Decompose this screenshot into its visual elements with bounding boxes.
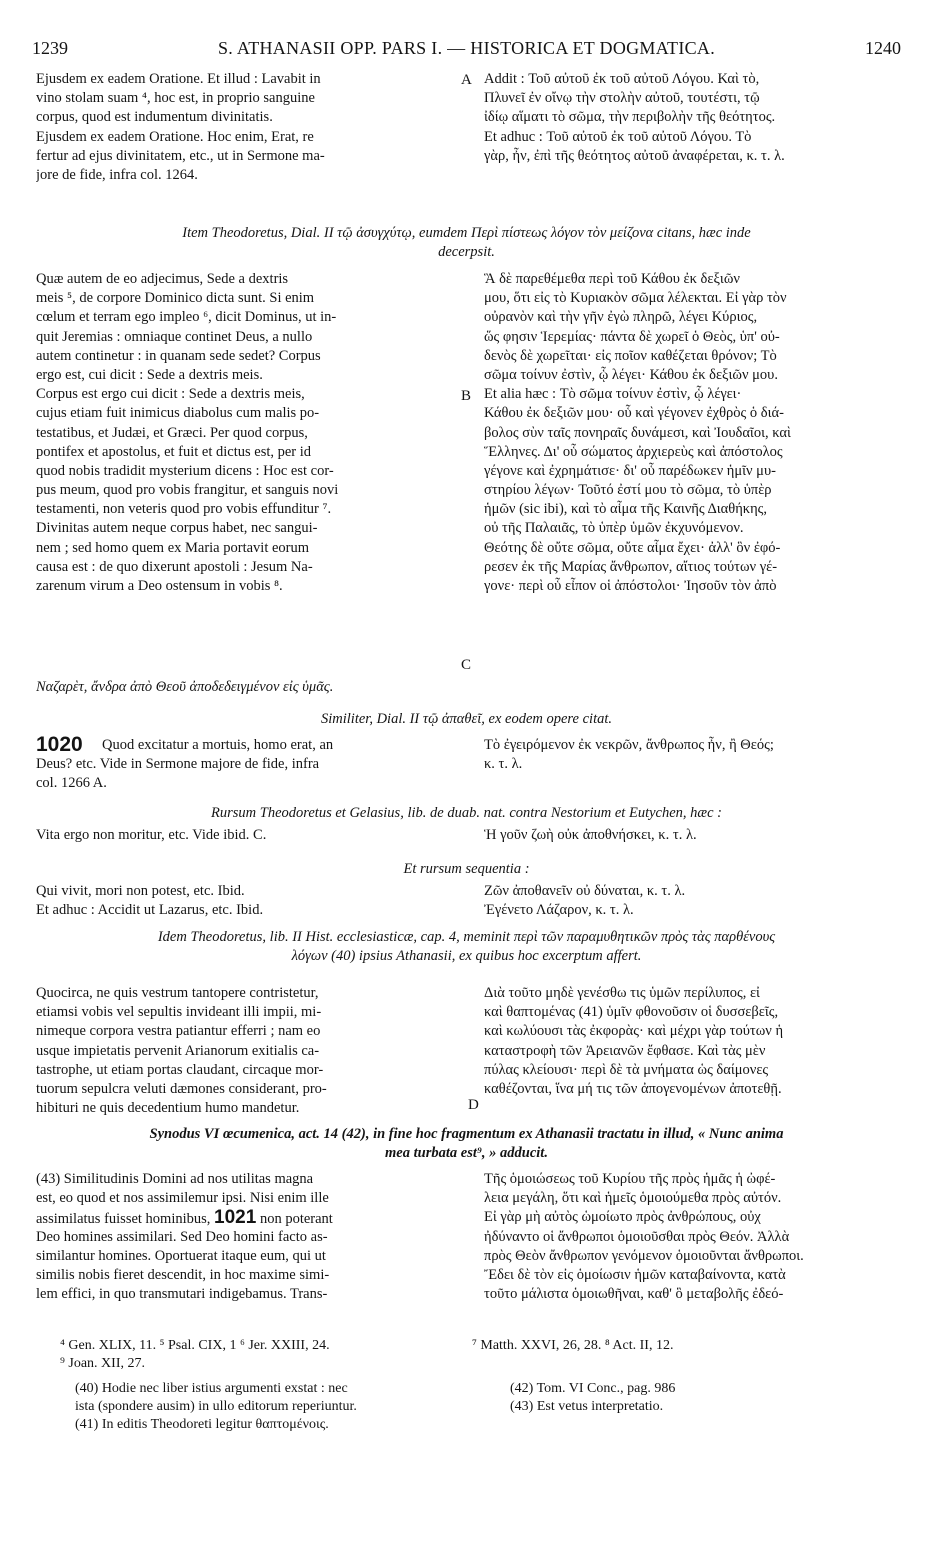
sec2-greek-column (484, 270, 898, 596)
text-line: (43) Similitudinis Domini ad nos utilitas magna (36, 1171, 314, 1187)
column-number-1021: 1021 (214, 1208, 257, 1228)
sec1-latin-column (36, 70, 456, 185)
text-line: Vita ergo non moritur, etc. Vide ibid. C. (36, 827, 267, 843)
section-heading (30, 804, 903, 823)
text-line: zarenum virum a Deo ostensum in vobis ⁸. (36, 578, 283, 594)
text-line: nem ; sed homo quem ex Maria portavit eorum (36, 539, 310, 556)
text-line: κ. τ. λ. (484, 756, 523, 773)
text-line: γέγονε καὶ ἐχρημάτισε· δι' οὗ παρέδωκεν ἡμῖν μυ- (484, 462, 776, 479)
text-line: usque impietatis pervenit Arianorum exitialis ca- (36, 1042, 320, 1059)
text-line: cujus etiam fuit inimicus diabolus cum malis po- (36, 405, 320, 422)
text-line: corpus, quod est indumentum divinitatis. (36, 109, 273, 126)
margin-marker-b: B (461, 388, 472, 404)
text-line: δενὸς δὲ χωρεῖται· εἰς ποῖον καθέζεται θρόνον; Τὸ (484, 347, 777, 364)
text-line: γὰρ, ἦν, ἐπὶ τῆς θεότητος αὐτοῦ ἀναφέρεται, κ. τ. λ. (484, 147, 785, 164)
text-line: Deus? etc. Vide in Sermone majore de fide, infra (36, 756, 320, 773)
text-line: πρὸς Θεὸν ἄνθρωπον γενόμενον ὁμοιοῦνται ἄνθρωποι. (484, 1247, 804, 1264)
text-line: pus meum, quod pro vobis frangitur, et sanguis novi (36, 482, 339, 499)
text-line: πύλας κλείουσι· περὶ δὲ τὰ μνήματα ὡς δαίμονες (484, 1061, 769, 1078)
text-line: γονε· περὶ οὗ εἶπον οἱ ἀπόστολοι· Ἰησοῦν τὸν ἀπὸ (484, 578, 777, 594)
sec6-greek-column (484, 984, 898, 1099)
sec6-latin-column (36, 984, 456, 1118)
text-line: τοῦτο μάλιστα ὁμοιωθῆναι, καθ' ὃ μεταβολῆς ἐδεό- (484, 1286, 784, 1303)
text-line: λεια μεγάλη, ὅτι καὶ ἡμεῖς ὁμοιούμεθα πρὸς αὐτόν. (484, 1190, 782, 1207)
text-line: Ἕλληνες. Δι' οὗ σώματος ἀρχιερεὺς καὶ ἀπόστολος (484, 443, 783, 460)
section-heading (30, 1125, 903, 1163)
sec4-greek-column (484, 826, 898, 845)
text-line: Τῆς ὁμοιώσεως τοῦ Κυρίου τῆς πρὸς ἡμᾶς ἡ ὠφέ- (484, 1171, 776, 1187)
text-line: causa est : de quo dixerunt apostoli : Jesum Na- (36, 558, 313, 575)
text-line: fertur ad ejus divinitatem, etc., ut in Sermone ma- (36, 147, 325, 164)
sec3-latin-column (36, 736, 456, 794)
footnote-line: (41) In editis Theodoreti legitur θαπτομένοις. (75, 1417, 329, 1432)
text-line: meis ⁵, de corpore Dominico dicta sunt. Si enim (36, 290, 315, 307)
text-line: Ζῶν ἀποθανεῖν οὐ δύναται, κ. τ. λ. (484, 883, 686, 899)
text-line: Τὸ ἐγειρόμενον ἐκ νεκρῶν, ἄνθρωπος ἦν, ἢ Θεός; (484, 737, 774, 753)
text-line: vino stolam suam ⁴, hoc est, in proprio sanguine (36, 90, 315, 107)
text-line: Et adhuc : Τοῦ αὐτοῦ ἐκ τοῦ αὐτοῦ Λόγου. Τὸ (484, 128, 752, 145)
sec1-greek-column (484, 70, 898, 166)
text-line: Εἰ γὰρ μὴ αὐτὸς ὡμοίωτο πρὸς ἀνθρώπους, οὐχ (484, 1209, 761, 1226)
sec5-greek-column (484, 882, 898, 920)
text-line: Divinitas autem neque corpus habet, nec sangui- (36, 520, 318, 537)
text-line: testamenti, non veteris quod pro vobis effunditur ⁷. (36, 501, 332, 518)
heading-line: Synodus VI œcumenica, act. 14 (42), in fine hoc fragmentum ex Athanasii tractatu in illud, « Nunc anima (149, 1126, 784, 1142)
sec7-greek-column (484, 1170, 898, 1304)
text-line: βολος σὺν ταῖς πονηραῖς δυνάμεσι, καὶ Ἰουδαῖοι, καὶ (484, 424, 791, 441)
text-line: Addit : Τοῦ αὐτοῦ ἐκ τοῦ αὐτοῦ Λόγου. Καὶ τὸ, (484, 71, 760, 87)
text-line: Corpus est ergo cui dicit : Sede a dextris meis, (36, 386, 305, 403)
page-number-left: 1239 (32, 38, 68, 58)
heading-line: mea turbata est⁹, » adducit. (385, 1145, 548, 1161)
text-line: Κάθου ἐκ δεξιῶν μου· οὗ καὶ γέγονεν ἐχθρὸς ὁ διά- (484, 405, 784, 422)
text-line: quit Jeremias : omniaque continet Deus, a nullo (36, 328, 313, 345)
text-line: Quæ autem de eo adjecimus, Sede a dextris (36, 271, 289, 287)
text-line: testatibus, et Judæi, et Græci. Per quod corpus, (36, 424, 308, 441)
sec5-latin-column (36, 882, 456, 920)
heading-line: Et rursum sequentia : (403, 861, 530, 877)
text-line: Ἔδει δὲ τὸν εἰς ὁμοίωσιν ἡμῶν καταβαίνοντα, κατὰ (484, 1266, 786, 1283)
margin-marker-d: D (468, 1097, 479, 1113)
text-line: similis nobis fieret descendit, in hoc maxime simi- (36, 1266, 330, 1283)
text-line: Ἐγένετο Λάζαρον, κ. τ. λ. (484, 902, 634, 919)
text-line: Deo homines assimilari. Sed Deo homini facto as- (36, 1228, 328, 1245)
text-line: tastrophe, ut etiam portas claudant, circaque mor- (36, 1061, 324, 1078)
text-line: col. 1266 A. (36, 775, 107, 792)
text-line: lem effici, in quo transmutari indigebamus. Trans- (36, 1286, 328, 1303)
page-number-right: 1240 (865, 38, 901, 58)
section-heading (30, 860, 903, 879)
text-line: καθέζονται, ἵνα μή τις τῶν ἀπογενομένων ἀποτεθῇ. (484, 1080, 782, 1097)
text-line: ἠδύναντο οἱ ἄνθρωποι ὁμοιοῦσθαι πρὸς Θεόν. Ἀλλὰ (484, 1228, 790, 1245)
text-line: καὶ θαπτομένας (41) ὑμῖν φθονοῦσιν οἱ δυσσεβεῖς, (484, 1004, 779, 1021)
footnote-line: ista (spondere ausim) in ullo editorum reperiuntur. (75, 1399, 357, 1414)
footnote-line: ⁷ Matth. XXVI, 26, 28. ⁸ Act. II, 12. (472, 1338, 674, 1353)
text-line: Qui vivit, mori non potest, etc. Ibid. (36, 883, 245, 899)
editor-notes-left (75, 1380, 465, 1434)
footnote-line: ⁴ Gen. XLIX, 11. ⁵ Psal. CIX, 1 ⁶ Jer. XXIII, 24. (60, 1338, 330, 1353)
margin-marker-a: A (461, 72, 472, 88)
text-line: στηρίου λέγων· Τοῦτό ἐστί μου τὸ σῶμα, τὸ ὑπὲρ (484, 482, 772, 499)
text-line: pontifex et apostolus, et fuit et dictus est, per id (36, 443, 312, 460)
editor-notes-right (510, 1380, 890, 1416)
heading-line: Item Theodoretus, Dial. II τῷ ἀσυγχύτῳ, eumdem Περὶ πίστεως λόγον τὸν μείζονα citans, hæc inde (182, 225, 751, 241)
text-line: ἡμῶν (sic ibi), καὶ τὸ αἷμα τῆς Καινῆς Διαθήκης, (484, 501, 768, 518)
text-line: Πλυνεῖ ἐν οἴνῳ τὴν στολὴν αὐτοῦ, τουτέστι, τῷ (484, 90, 760, 107)
sec4-latin-column (36, 826, 456, 845)
text-line: καὶ κωλύουσι τὰς ἐκφορὰς· καὶ μέχρι γὰρ τούτων ἡ (484, 1023, 784, 1040)
text-line: οὐρανὸν καὶ τὴν γῆν ἐγὼ πληρῶ, λέγει Κύριος, (484, 309, 758, 326)
text-line: nimeque corpora vestra patiantur efferri ; nam eo (36, 1023, 321, 1040)
text-line: οὐ τῆς Παλαιᾶς, τὸ ὑπὲρ ὑμῶν ἐκχυνόμενον. (484, 520, 744, 537)
text-line: Θεότης δὲ οὔτε σῶμα, οὔτε αἷμα ἔχει· ἀλλ' ὃν ἐφό- (484, 539, 781, 556)
text-line: similantur homines. Oportuerat itaque eum, qui ut (36, 1247, 326, 1264)
heading-line: Similiter, Dial. II τῷ ἀπαθεῖ, ex eodem opere citat. (320, 711, 612, 727)
column-number-1020: 1020 (36, 733, 83, 756)
text-fragment: assimilatus fuisset hominibus, (36, 1211, 211, 1228)
text-line: jore de fide, infra col. 1264. (36, 166, 198, 183)
section-heading (30, 928, 903, 966)
text-line: cœlum et terram ego impleo ⁶, dicit Dominus, ut in- (36, 309, 337, 326)
running-header (32, 38, 901, 62)
margin-marker-c: C (461, 657, 472, 673)
text-line: est, eo quod et nos assimilemur ipsi. Nisi enim ille (36, 1190, 329, 1207)
text-line: ὥς φησιν Ἱερεμίας· πάντα δὲ χωρεῖ ὁ Θεὸς, ὑπ' οὐ- (484, 328, 780, 345)
text-line: etiamsi vobis vel sepultis invideant illi impii, mi- (36, 1004, 322, 1021)
text-line: Quod excitatur a mortuis, homo erat, an (102, 737, 334, 753)
text-line: Et adhuc : Accidit ut Lazarus, etc. Ibid. (36, 902, 264, 919)
scripture-references-left (60, 1337, 460, 1373)
text-line: μου, ὅτι εἰς τὸ Κυριακὸν σῶμα λέλεκται. Εἰ γὰρ τὸν (484, 290, 787, 307)
text-line: quod nobis tradidit mysterium dicens : Hoc est cor- (36, 462, 334, 479)
text-line: Ναζαρὲτ, ἄνδρα ἀπὸ Θεοῦ ἀποδεδειγμένον εἰς ὑμᾶς. (36, 679, 334, 695)
text-line: ἰδίῳ αἵματι τὸ σῶμα, τὴν περιβολὴν τῆς θεότητος. (484, 109, 776, 126)
footnote-line: (40) Hodie nec liber istius argumenti exstat : nec (75, 1381, 348, 1396)
scripture-references-right (472, 1337, 892, 1355)
text-line: Ἃ δὲ παρεθέμεθα περὶ τοῦ Κάθου ἐκ δεξιῶν (484, 271, 740, 287)
heading-line: Rursum Theodoretus et Gelasius, lib. de duab. nat. contra Nestorium et Eutychen, hæc : (211, 805, 722, 821)
text-line: tuorum sepulcra veluti dæmones considerant, pro- (36, 1080, 327, 1097)
heading-line: Idem Theodoretus, lib. II Hist. ecclesiasticæ, cap. 4, meminit περὶ τῶν παραμυθητικῶν πρὸς τὰς παρθένους (157, 929, 776, 945)
sec3-greek-column (484, 736, 898, 774)
section-heading (30, 710, 903, 729)
text-line: Ejusdem ex eadem Oratione. Et illud : Lavabit in (36, 71, 321, 87)
sec7-latin-column (36, 1170, 456, 1304)
text-line: hibituri ne quis decedentium humo mandetur. (36, 1100, 300, 1117)
heading-line: decerpsit. (438, 244, 495, 260)
text-line: ergo est, cui dicit : Sede a dextris meis. (36, 366, 263, 383)
text-line: καταστροφὴ τῶν Ἀρειανῶν ἔφθασε. Καὶ τὰς μὲν (484, 1042, 766, 1059)
sec2-greek-tail (36, 678, 896, 697)
text-line-with-column-number (36, 1208, 456, 1227)
section-heading (30, 224, 903, 262)
text-line: Διὰ τοῦτο μηδὲ γενέσθω τις ὑμῶν περίλυπος, εἰ (484, 985, 760, 1001)
text-line: autem continetur : in quanam sede sedet? Corpus (36, 347, 321, 364)
text-line: ρεσεν ἐκ τῆς Μαρίας ἄνθρωπον, αἴτιος τούτων γέ- (484, 558, 778, 575)
footnote-line: ⁹ Joan. XII, 27. (60, 1356, 145, 1371)
sec2-latin-column (36, 270, 456, 596)
running-title: S. ATHANASII OPP. PARS I. — HISTORICA ET DOGMATICA. (217, 38, 716, 58)
text-line: Et alia hæc : Τὸ σῶμα τοίνυν ἐστὶν, ᾧ λέγει· (484, 386, 742, 403)
text-line: Ἡ γοῦν ζωὴ οὐκ ἀποθνήσκει, κ. τ. λ. (484, 827, 697, 843)
heading-line: λόγων (40) ipsius Athanasii, ex quibus hoc excerptum affert. (291, 948, 642, 964)
footnote-line: (43) Est vetus interpretatio. (510, 1399, 664, 1414)
text-line: Quocirca, ne quis vestrum tantopere contristetur, (36, 985, 319, 1001)
text-fragment: non poterant (259, 1211, 333, 1228)
footnote-line: (42) Tom. VI Conc., pag. 986 (510, 1381, 676, 1396)
text-line: Ejusdem ex eadem Oratione. Hoc enim, Erat, re (36, 128, 314, 145)
text-line: σῶμα τοίνυν ἐστὶν, ᾧ λέγει· Κάθου ἐκ δεξιῶν μου. (484, 366, 778, 383)
